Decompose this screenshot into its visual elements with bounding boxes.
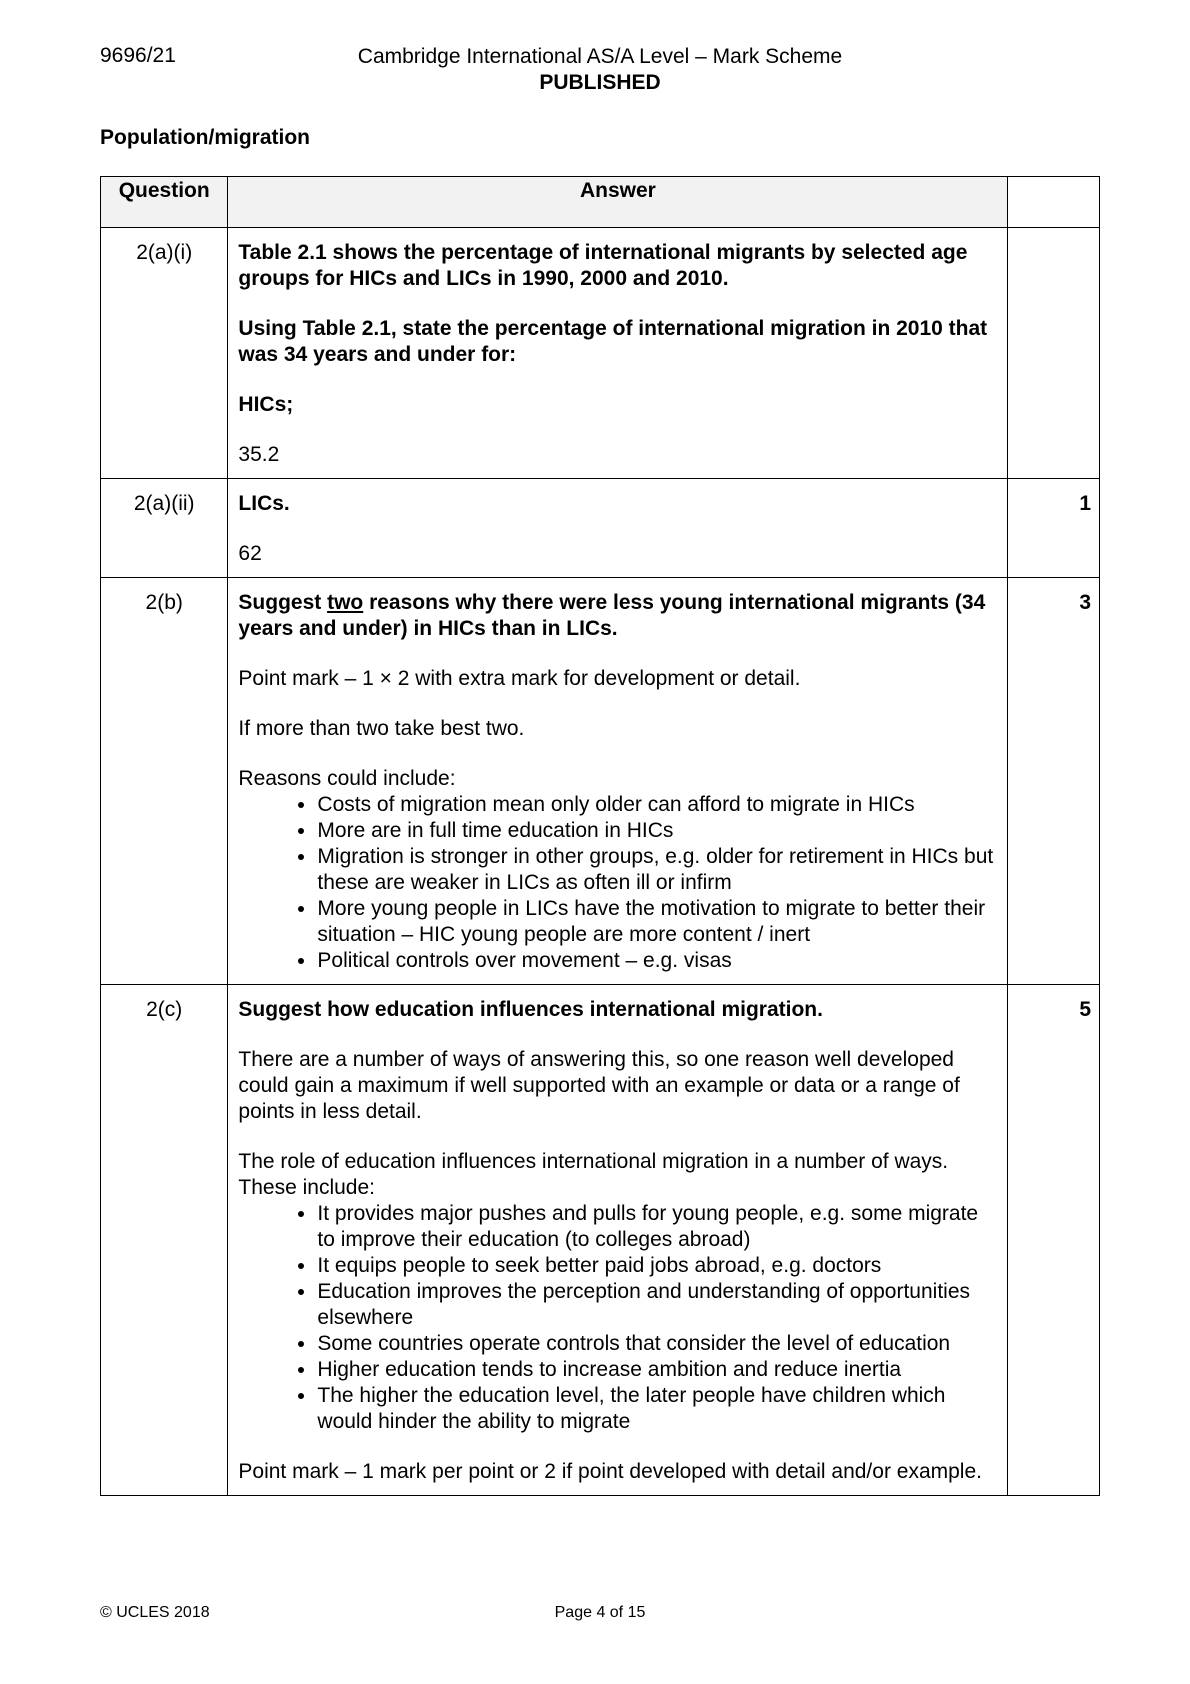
- list-item: • Political controls over movement – e.g. visas: [317, 948, 997, 974]
- prompt-emphasis: two: [327, 591, 364, 614]
- answer-value: 62: [238, 542, 262, 565]
- reasons-list: [238, 792, 997, 974]
- document-code: 9696/21: [100, 44, 176, 67]
- document-header: [340, 44, 860, 96]
- list-intro: The role of education influences international migration in a number of ways. These include:: [238, 1150, 949, 1199]
- list-intro: Reasons could include:: [238, 767, 456, 790]
- question-prompt: HICs;: [238, 393, 294, 416]
- list-item: • Higher education tends to increase ambition and reduce inertia: [317, 1357, 997, 1383]
- question-column-header: Question: [101, 177, 228, 228]
- table-row: [101, 985, 1100, 1496]
- table-row: [101, 479, 1100, 578]
- question-number: 2(c): [101, 985, 228, 1496]
- marking-note: If more than two take best two.: [238, 717, 525, 740]
- list-item: • Some countries operate controls that consider the level of education: [317, 1331, 997, 1357]
- table-row: [101, 228, 1100, 479]
- mark-value: [1008, 228, 1100, 479]
- list-item: • Migration is stronger in other groups, e.g. older for retirement in HICs but these are weaker in LICs as often ill or infirm: [317, 844, 997, 896]
- list-item: • Costs of migration mean only older can afford to migrate in HICs: [317, 792, 997, 818]
- list-item: • The higher the education level, the later people have children which would hinder the ability to migrate: [317, 1383, 997, 1435]
- question-prompt: LICs.: [238, 492, 290, 515]
- answer-cell: [228, 578, 1008, 985]
- question-number: 2(a)(ii): [101, 479, 228, 578]
- mark-scheme-table: [100, 176, 1100, 1496]
- list-item: • More are in full time education in HICs: [317, 818, 997, 844]
- answer-column-header: Answer: [228, 177, 1008, 228]
- list-item: • It equips people to seek better paid jobs abroad, e.g. doctors: [317, 1253, 997, 1279]
- reasons-block: [238, 1149, 997, 1435]
- mark-value: 3: [1008, 578, 1100, 985]
- reasons-list: [238, 1201, 997, 1435]
- document-status: PUBLISHED: [539, 71, 661, 94]
- question-prompt: Suggest how education influences international migration.: [238, 998, 823, 1021]
- point-mark-note: Point mark – 1 × 2 with extra mark for development or detail.: [238, 667, 801, 690]
- table-row: [101, 578, 1100, 985]
- question-number: 2(a)(i): [101, 228, 228, 479]
- answer-cell: [228, 985, 1008, 1496]
- list-item: • More young people in LICs have the motivation to migrate to better their situation – HIC young people are more content / inert: [317, 896, 997, 948]
- guidance-paragraph: There are a number of ways of answering this, so one reason well developed could gain a maximum if well supported with an example or data or a range of points in less detail.: [238, 1048, 960, 1123]
- prompt-text: Suggest: [238, 591, 328, 614]
- mark-value: 1: [1008, 479, 1100, 578]
- list-item: • It provides major pushes and pulls for young people, e.g. some migrate to improve their education (to colleges abroad): [317, 1201, 997, 1253]
- question-prompt: Using Table 2.1, state the percentage of international migration in 2010 that was 34 years and under for:: [238, 317, 988, 366]
- point-mark-note: Point mark – 1 mark per point or 2 if point developed with detail and/or example.: [238, 1460, 982, 1483]
- answer-value: 35.2: [238, 443, 280, 466]
- question-prompt: [238, 590, 997, 642]
- list-item: • Education improves the perception and understanding of opportunities elsewhere: [317, 1279, 997, 1331]
- table-header-row: [101, 177, 1100, 228]
- reasons-block: [238, 766, 997, 974]
- section-title: Population/migration: [100, 126, 310, 149]
- question-number: 2(b): [101, 578, 228, 985]
- footer-copyright: © UCLES 2018: [100, 1604, 210, 1621]
- question-prompt: Table 2.1 shows the percentage of international migrants by selected age groups for HICs and LICs in 1990, 2000 and 2010.: [238, 241, 968, 290]
- mark-value: 5: [1008, 985, 1100, 1496]
- prompt-text: reasons why there were less young international migrants (34 years and under) in HICs than in LICs.: [238, 591, 986, 640]
- footer-page-number: Page 4 of 15: [554, 1604, 646, 1621]
- document-title: Cambridge International AS/A Level – Mark Scheme: [357, 45, 843, 68]
- marks-column-header: [1008, 177, 1100, 228]
- answer-cell: [228, 228, 1008, 479]
- answer-cell: [228, 479, 1008, 578]
